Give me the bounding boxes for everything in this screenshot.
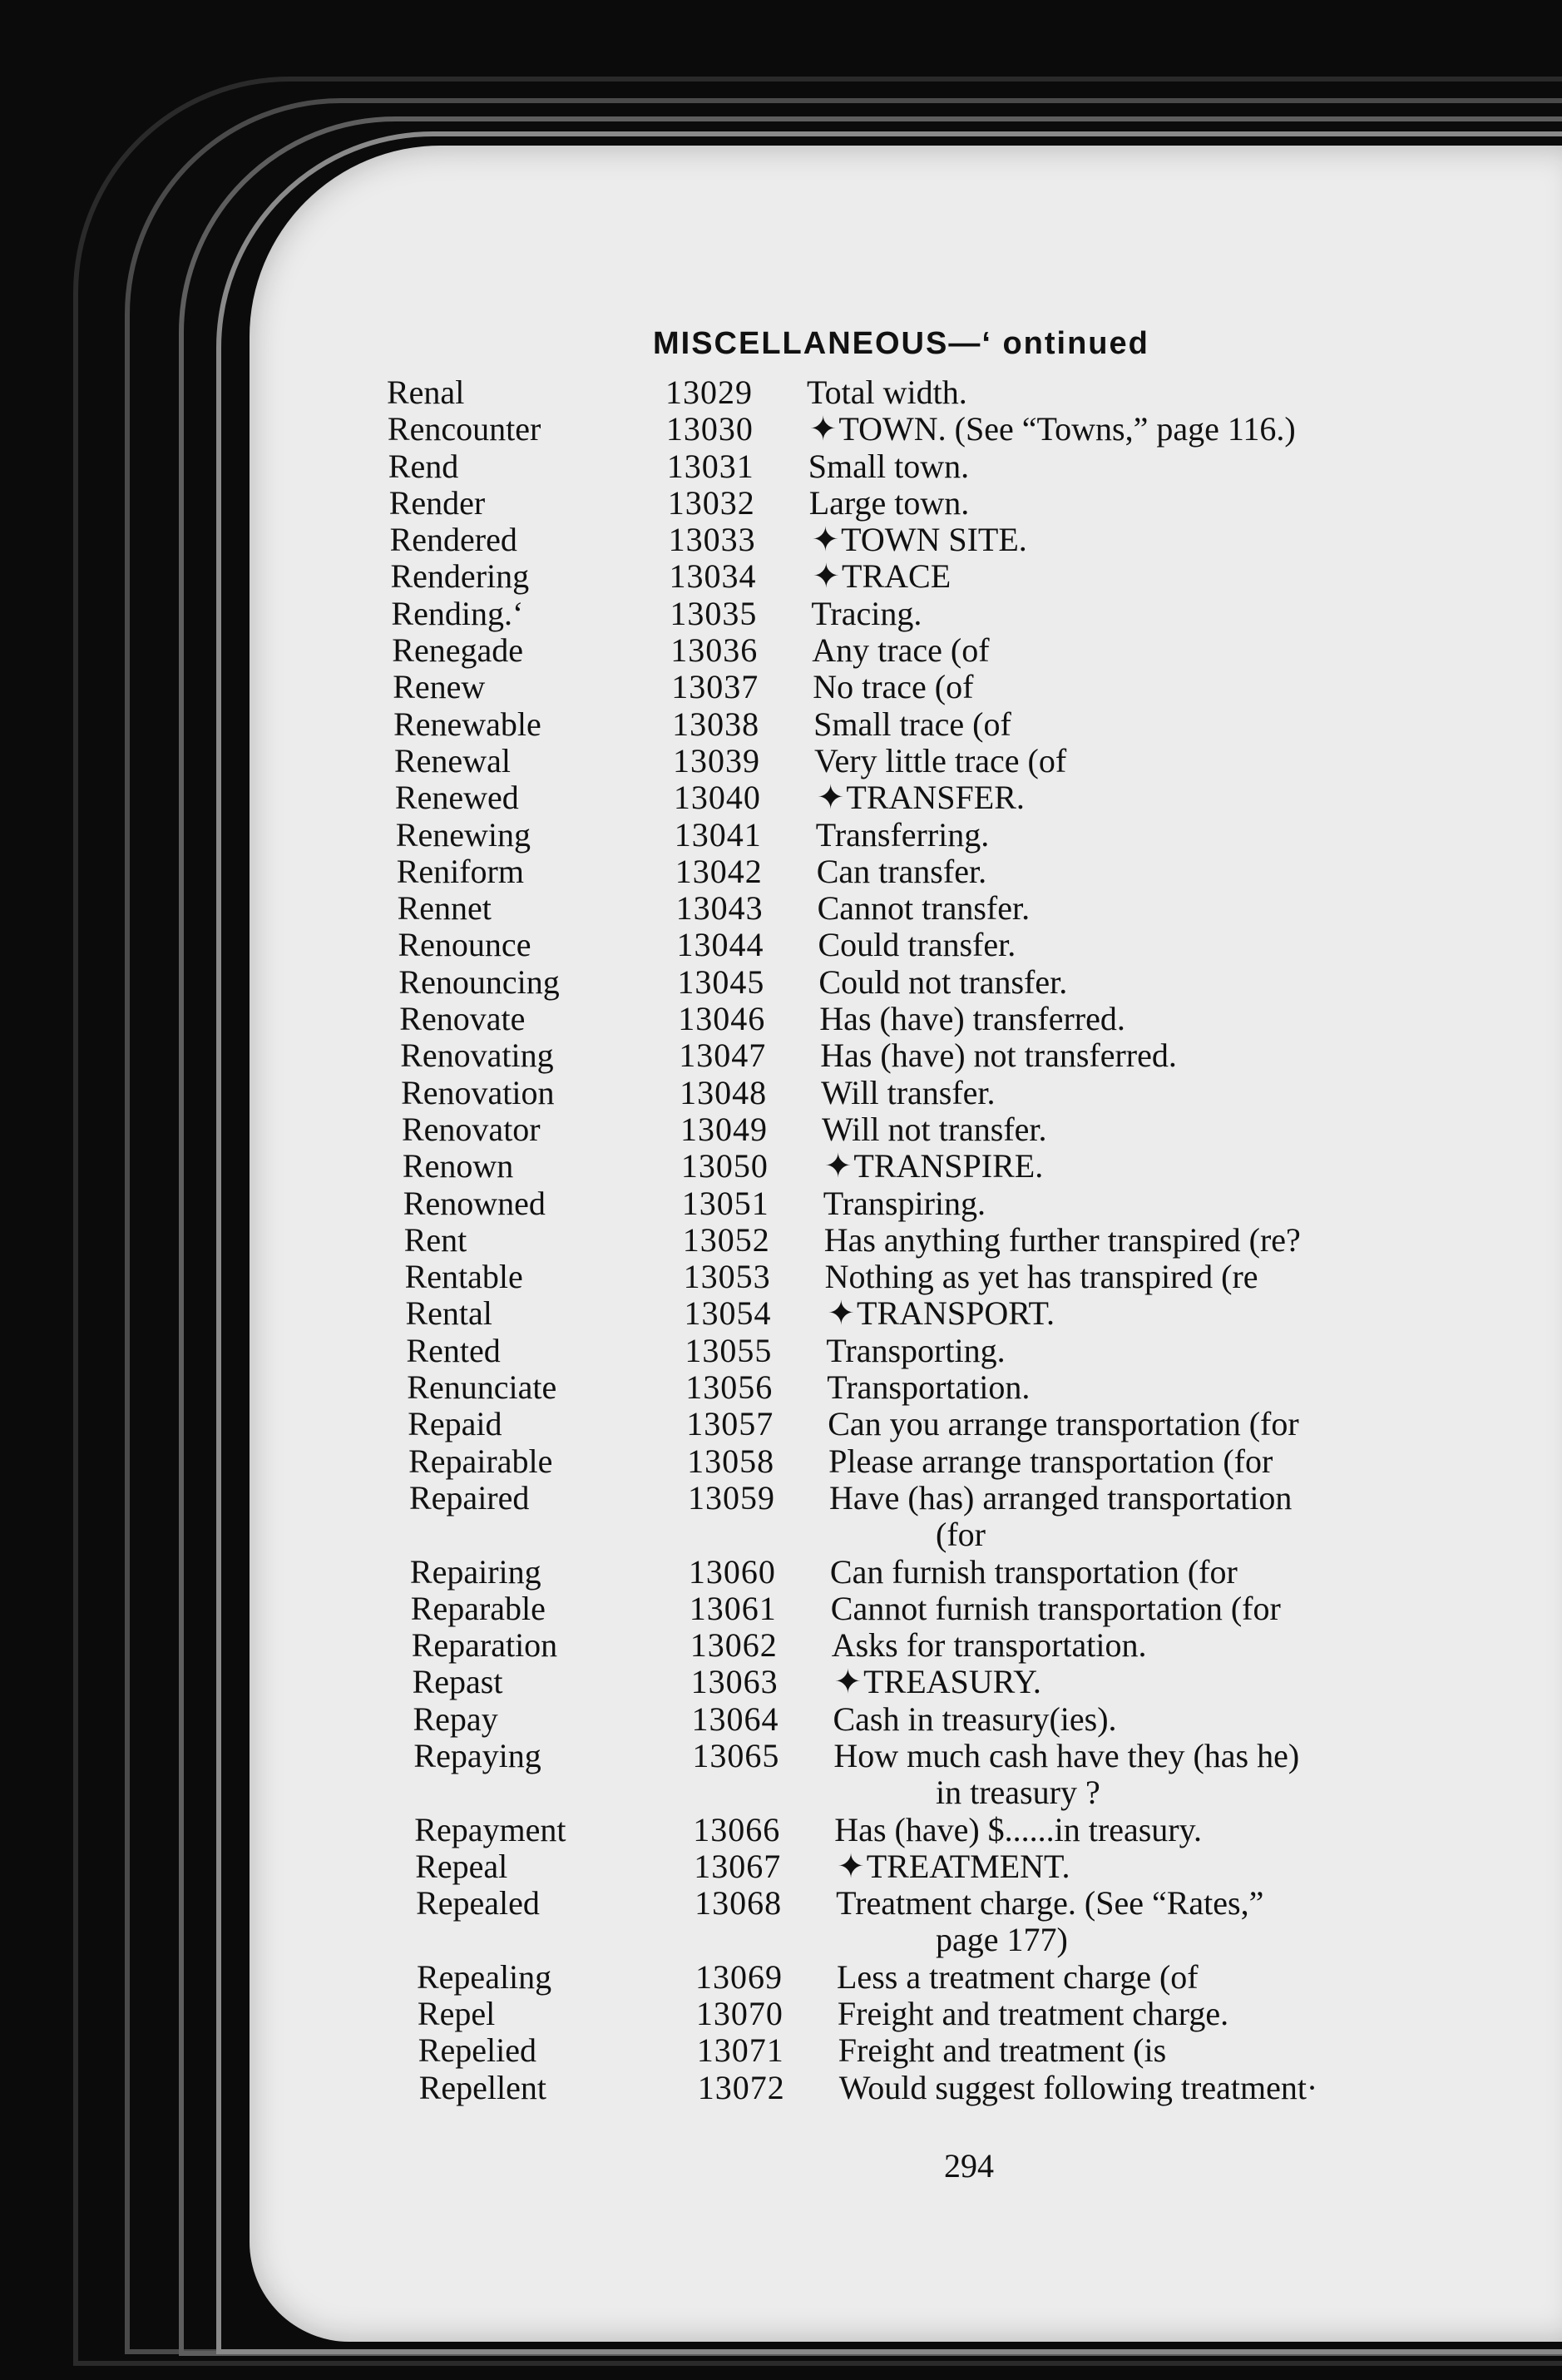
code-number: 13051 [681,1184,769,1222]
code-number: 13045 [677,962,765,1001]
code-number: 13036 [670,631,759,670]
table-row [387,632,1526,669]
code-number: 13067 [694,1847,782,1885]
code-word: Rent [403,1220,467,1259]
code-meaning: Has (have) transferred. [819,1000,1125,1038]
code-number: 13066 [693,1810,781,1848]
code-meaning: TRANSFER. [846,779,1025,817]
code-number: 13060 [688,1552,776,1591]
code-number: 13061 [689,1589,777,1627]
code-number: 13034 [669,557,757,596]
code-word: Rendering [390,557,530,596]
table-row [387,558,1526,595]
code-word: Renal [387,374,465,411]
code-number: 13041 [674,815,762,854]
code-number: 13071 [696,2031,784,2070]
table-row [387,1259,1526,1295]
code-meaning: Has (have) not transferred. [820,1037,1177,1075]
code-word: Repaying [413,1736,541,1774]
code-word: Reparation [411,1626,558,1665]
code-meaning: Transportation. [827,1368,1031,1407]
code-meaning: Large town. [808,483,970,522]
code-word: Reparable [410,1589,546,1627]
code-word: Renegade [392,631,523,670]
table-row [387,706,1526,743]
code-word: Renewing [395,815,531,854]
code-meaning: TOWN SITE. [841,521,1027,559]
section-heading: MISCELLANEOUS—‘ ontinued [653,326,1149,361]
code-meaning: TRACE [842,557,952,596]
code-number: 13070 [695,1995,783,2033]
code-number: 13072 [697,2068,785,2106]
code-word: Repealing [417,1957,552,1996]
code-number: 13035 [670,594,758,632]
code-meaning: Can you arrange transportation (for [828,1405,1299,1443]
star-icon: ✦ [808,410,838,448]
code-word: Repairable [408,1442,553,1480]
table-row [387,1369,1526,1406]
code-word: Rentable [404,1258,523,1296]
code-number: 13044 [676,926,764,964]
code-word: Renew [393,668,486,706]
code-word: Renowned [403,1184,546,1222]
code-meaning: Can furnish transportation (for [829,1552,1238,1591]
code-number: 13039 [673,741,760,779]
code-number: 13042 [675,852,763,890]
table-row [387,927,1526,963]
star-icon: ✦ [816,779,845,817]
code-number: 13059 [688,1478,775,1517]
code-meaning: Total width. [807,374,967,411]
code-meaning: How much cash have they (has he) [833,1736,1300,1774]
code-meaning: Freight and treatment (is [838,2031,1167,2070]
code-meaning: TRANSPIRE. [853,1147,1044,1185]
star-icon: ✦ [837,1847,865,1885]
code-number: 13057 [686,1405,774,1443]
code-number: 13047 [679,1037,767,1075]
code-number: 13048 [680,1073,768,1111]
code-word: Repeal [415,1847,508,1885]
star-icon: ✦ [812,557,841,596]
code-word: Renunciate [407,1368,557,1407]
code-word: Repelied [418,2031,536,2070]
code-meaning: Freight and treatment charge. [837,1995,1229,2033]
code-word: Renewable [393,705,541,743]
star-icon: ✦ [833,1663,863,1701]
code-word: Repaired [409,1478,530,1517]
code-number: 13053 [683,1258,771,1296]
table-row [387,890,1526,927]
star-icon: ✦ [827,1294,856,1333]
table-row [387,779,1526,816]
code-meaning: TOWN. (See “Towns,” page 116.) [838,410,1296,448]
table-row [387,1222,1526,1259]
code-word: Repayment [414,1810,566,1848]
code-number: 13063 [690,1663,779,1701]
code-word: Rend [388,447,459,485]
table-row [387,2032,1526,2069]
code-word: Repast [412,1663,503,1701]
code-number: 13037 [671,668,759,706]
code-meaning: Nothing as yet has transpired (re [824,1258,1258,1296]
table-row [387,1848,1526,1885]
table-row [387,817,1526,854]
code-meaning: TREASURY. [863,1663,1041,1701]
table-row [387,1480,1526,1554]
code-meaning: Less a treatment charge (of [837,1957,1199,1996]
table-row [387,374,1526,411]
code-number: 13068 [694,1884,783,1922]
code-number: 13058 [687,1442,775,1480]
code-number: 13030 [665,410,754,448]
table-row [387,1959,1526,1996]
code-meaning: Please arrange transportation (for [828,1442,1273,1480]
code-meaning: Cannot furnish transportation (for [830,1589,1281,1627]
code-number: 13049 [680,1110,768,1148]
code-meaning: Very little trace (of [814,741,1067,779]
code-number: 13064 [691,1700,779,1738]
code-meaning: Will not transfer. [822,1110,1047,1148]
code-number: 13032 [667,483,755,522]
code-word: Renovator [402,1110,541,1148]
table-row [387,1037,1526,1074]
code-word: Renovate [399,1000,526,1038]
code-word: Repealed [416,1884,540,1922]
page-number: 294 [944,2147,994,2185]
code-meaning: Transferring. [815,815,990,854]
table-row [387,1812,1526,1848]
code-number: 13069 [695,1957,783,1996]
code-meaning: Treatment charge. (See “Rates,” [836,1884,1264,1922]
code-number: 13031 [666,447,754,485]
code-number: 13052 [682,1220,770,1259]
code-meaning: Any trace (of [812,631,990,670]
table-row [387,1443,1526,1480]
code-number: 13056 [685,1368,774,1407]
code-word: Render [388,483,486,522]
table-row [387,1075,1526,1111]
code-word: Rending.‘ [391,594,524,632]
table-row [387,2070,1526,2106]
star-icon: ✦ [811,521,840,559]
table-row [387,1185,1526,1222]
code-meaning: Has anything further transpired (re? [823,1220,1301,1259]
code-meaning: Asks for transportation. [831,1626,1147,1665]
code-meaning: Could transfer. [818,926,1016,964]
code-word: Renewal [394,741,511,779]
code-word: Repairing [409,1552,541,1591]
code-meaning: Cash in treasury(ies). [833,1700,1117,1738]
code-meaning-continuation: in treasury ? [936,1773,1100,1811]
code-meaning: Small trace (of [813,705,1011,743]
code-number: 13029 [665,374,753,411]
code-word: Rented [406,1331,501,1369]
table-row [387,1591,1526,1627]
code-word: Renewed [394,779,519,817]
code-entry-list [387,374,1526,2106]
code-number: 13033 [668,521,756,559]
table-row [387,1664,1526,1700]
code-meaning: Cannot transfer. [817,889,1031,928]
code-meaning-continuation: (for [936,1515,986,1553]
code-meaning: Would suggest following treatment· [838,2068,1318,2106]
code-number: 13065 [692,1736,780,1774]
table-row [387,1701,1526,1738]
table-row [387,448,1526,485]
code-meaning: Can transfer. [816,852,987,890]
code-meaning-continuation: page 177) [936,1921,1068,1959]
table-row [387,1001,1526,1037]
code-word: Renouncing [398,962,560,1001]
code-word: Renown [402,1147,514,1185]
table-row [387,596,1526,632]
table-row [387,854,1526,890]
code-meaning: Has (have) $......in treasury. [834,1810,1202,1848]
code-meaning: Could not transfer. [818,962,1068,1001]
star-icon: ✦ [823,1147,853,1185]
code-meaning: Transpiring. [823,1184,986,1222]
code-meaning: Have (has) arranged transportation [829,1478,1293,1517]
code-meaning: Small town. [808,447,970,485]
code-word: Repellent [418,2068,546,2106]
table-row [387,669,1526,705]
code-word: Rendered [389,521,517,559]
code-word: Rennet [397,889,492,928]
table-row [387,1333,1526,1369]
table-row [387,1885,1526,1959]
table-row [387,1406,1526,1442]
code-word: Repay [413,1700,498,1738]
code-meaning: Will transfer. [821,1073,996,1111]
code-number: 13046 [678,1000,766,1038]
table-row [387,1148,1526,1185]
code-number: 13040 [673,779,761,817]
table-row [387,1111,1526,1148]
code-word: Reniform [396,852,524,890]
table-row [387,485,1526,522]
code-number: 13055 [685,1331,773,1369]
code-meaning: No trace (of [813,668,974,706]
code-meaning: Tracing. [811,594,922,632]
table-row [387,743,1526,779]
code-number: 13054 [684,1294,772,1333]
table-row [387,522,1526,558]
code-number: 13062 [690,1626,778,1665]
code-number: 13038 [672,705,760,743]
table-row [387,964,1526,1001]
table-row [387,1627,1526,1664]
code-meaning: TRANSPORT. [857,1294,1055,1333]
code-word: Renovation [401,1073,555,1111]
code-word: Repel [417,1995,496,2033]
code-word: Renovating [400,1037,554,1075]
table-row [387,1738,1526,1812]
code-number: 13043 [675,889,764,928]
code-word: Rencounter [387,410,541,448]
table-row [387,1554,1526,1591]
code-word: Renounce [398,926,531,964]
table-row [387,1295,1526,1332]
table-row [387,411,1526,448]
code-word: Repaid [408,1405,502,1443]
code-number: 13050 [680,1147,769,1185]
code-meaning: Transporting. [826,1331,1006,1369]
table-row [387,1996,1526,2032]
code-meaning: TREATMENT. [866,1847,1070,1885]
code-word: Rental [405,1294,492,1333]
